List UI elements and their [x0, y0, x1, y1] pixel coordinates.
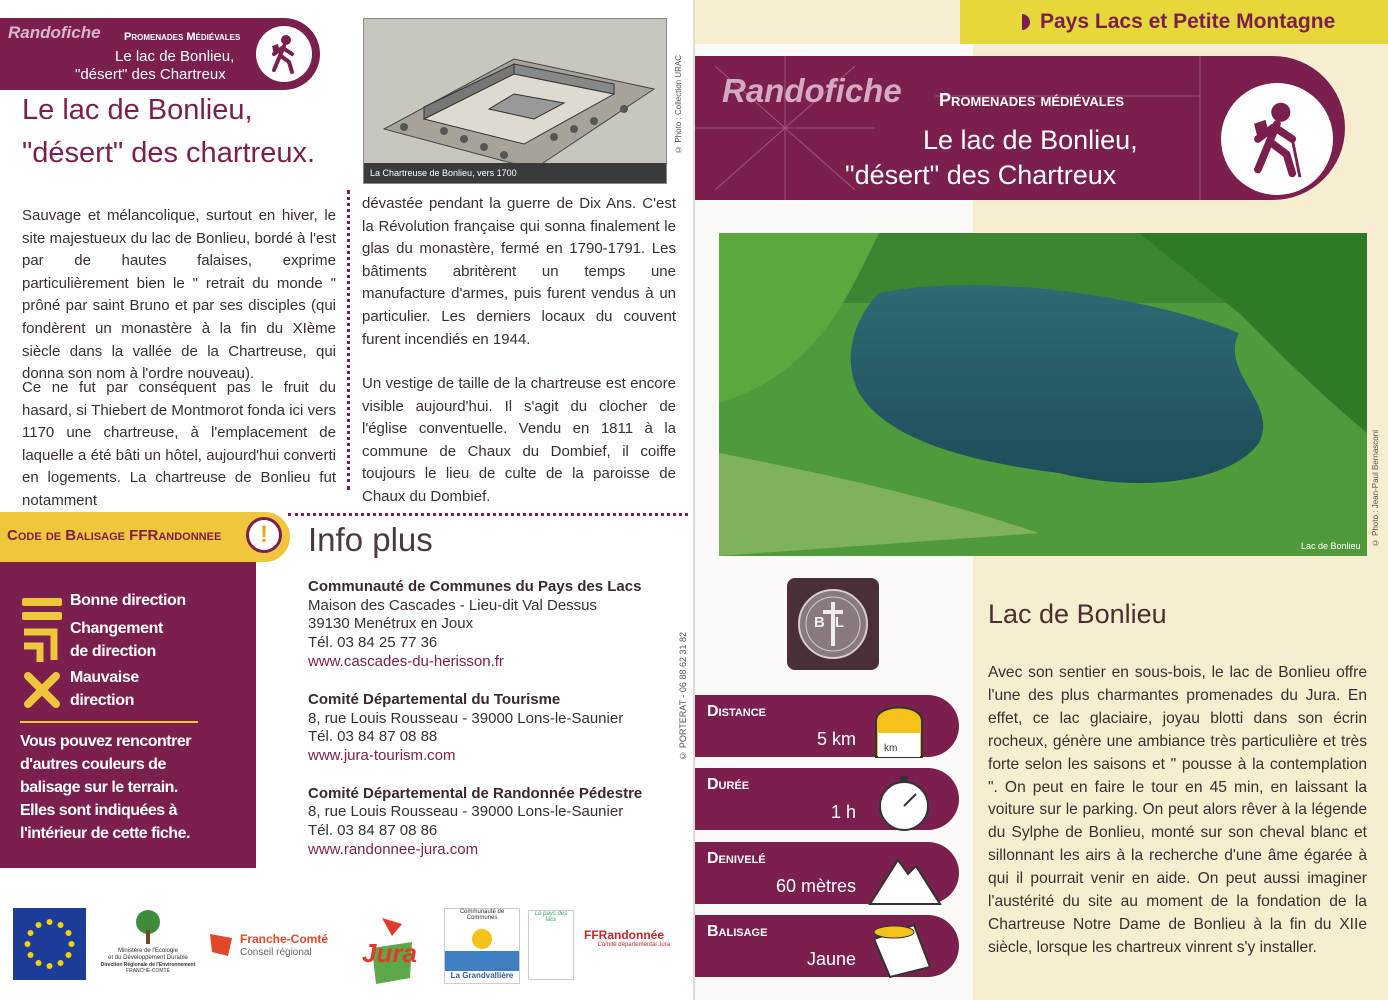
lake-photo-caption: Lac de Bonlieu	[1301, 541, 1361, 551]
balisage-label-wrong: Mauvaise	[70, 669, 139, 686]
balisage-note-line2: d'autres couleurs de	[20, 756, 166, 773]
mountain-icon	[864, 846, 944, 906]
stat-distance-value: 5 km	[816, 729, 856, 749]
svg-text:km: km	[884, 743, 898, 754]
fold-copyright: © PORTERAT - 06 88 62 31 82	[678, 632, 688, 761]
contact-1-line2: 39130 Menétrux en Joux	[308, 615, 474, 632]
balisage-note-line5: l'intérieur de cette fiche.	[20, 825, 190, 842]
header-title-line2: "désert" des Chartreux	[845, 160, 1117, 190]
stat-duree-value: 1 h	[830, 802, 856, 822]
mini-series-label: Promenades Médiévales	[124, 31, 241, 43]
contact-org-2: Comité Départemental du Tourisme	[308, 691, 561, 708]
stat-denivele-value: 60 mètres	[775, 876, 856, 896]
ffr-sub: Comité départemental Jura	[597, 942, 670, 948]
contact-2-line1: 8, rue Louis Rousseau - 39000 Lons-le-Saunier	[308, 710, 624, 727]
ministere-line3: Direction Régionale de l'Environnement	[100, 962, 196, 968]
mini-title-line1: Le lac de Bonlieu,	[115, 48, 235, 65]
lake-photo	[719, 233, 1367, 556]
ministere-line1: Ministère de l'Ecologie	[118, 948, 178, 954]
ffrandonnee-logo	[584, 928, 684, 968]
grandvalliere-name: La Grandvallière	[450, 971, 514, 980]
good-direction-mark-icon-2	[22, 612, 62, 620]
series-label: Promenades médiévales	[939, 90, 1125, 110]
eu-flag-logo	[13, 908, 86, 980]
balisage-label-good: Bonne direction	[70, 592, 186, 609]
ffr-name: FFRandonnée	[584, 928, 664, 942]
jura-logo	[342, 908, 434, 988]
history-paragraph-2: Ce ne fut par conséquent pas le fruit du hasard, si Thiebert de Montmorot fonda ici vers 1170 une chartreuse, à l'emplacement de laquelle a été bâti un hôtel, aujourd'hui converti en logements. La chartreuse de Bonlieu fut notamment	[22, 379, 336, 509]
fc-name: Franche-Comté	[240, 932, 329, 946]
stat-balisage-label: Balisage	[707, 923, 768, 940]
lake-photo-credit: © Photo : Jean-Paul Bernasconi	[1371, 430, 1380, 548]
pays-des-lacs-logo	[528, 910, 574, 980]
page-title-line1: Le lac de Bonlieu,	[22, 94, 253, 126]
mini-brand-logo: Randofiche	[8, 23, 101, 42]
history-paragraph-1: Sauvage et mélancolique, surtout en hiver, le site majestueux du lac de Bonlieu, bordé à l'est par de hautes falaises, exprime particulièrement bien le " retrait du monde " prôné par saint Bruno et par ses disciples (qui fondèrent un monastère à la fin du XIème siècle dans la vallée de la Chartreuse, qui donna son nom à l'ordre nouveau).	[22, 207, 336, 383]
chartreux-emblem	[787, 578, 879, 670]
hiker-icon	[256, 26, 312, 82]
stat-balisage-value: Jaune	[806, 949, 856, 969]
balisage-label-wrong-2: direction	[70, 692, 134, 709]
paint-pot-icon	[864, 919, 944, 979]
exclamation-icon: !	[246, 517, 282, 553]
stat-distance-label: Distance	[707, 703, 767, 720]
contact-org-1: Communauté de Communes du Pays des Lacs	[308, 578, 642, 595]
stat-denivele-label: Denivelé	[707, 850, 766, 867]
history-paragraph-3: dévastée pendant la guerre de Dix Ans. C'est la Révolution française qui sonna finalement le glas du monastère, fermé en 1790-1791. Les bâtiments abritèrent un temps une manufacture d'armes, puis furent vendus à un particulier. Les derniers locaux du couvent furent incendiés en 1944.	[362, 195, 676, 348]
ministere-line4: FRANCHE-COMTÉ	[126, 968, 170, 974]
change-direction-mark-icon	[20, 626, 64, 671]
stopwatch-icon	[864, 772, 944, 832]
good-direction-mark-icon	[22, 598, 62, 606]
balisage-label-change-2: de direction	[70, 643, 156, 660]
info-plus-title: Info plus	[308, 521, 433, 558]
contact-1-line1: Maison des Cascades - Lieu-dit Val Dessus	[308, 597, 598, 614]
balisage-label-change: Changement	[70, 620, 163, 637]
fc-sub: Conseil régional	[240, 947, 312, 958]
engraving-credit: © Photo : Collection URAC	[674, 55, 683, 154]
chartreuse-engraving-image	[363, 18, 667, 184]
balisage-note-line3: balisage sur le terrain.	[20, 779, 178, 796]
hiker-icon	[1221, 83, 1333, 195]
contact-1-line3: Tél. 03 84 25 77 36	[308, 634, 438, 651]
contact-3-line1: 8, rue Louis Rousseau - 39000 Lons-le-Saunier	[308, 803, 624, 820]
distance-marker-icon	[864, 699, 944, 759]
brand-logo: Randofiche	[722, 72, 902, 109]
contact-3-line2: Tél. 03 84 87 08 86	[308, 822, 438, 839]
grandvalliere-top: Communauté de Communes	[459, 909, 505, 921]
column-divider	[347, 190, 350, 490]
header-title-line1: Le lac de Bonlieu,	[923, 125, 1138, 155]
lake-description: Avec son sentier en sous-bois, le lac de Bonlieu offre l'une des plus charmantes promenades du Jura. En effet, ce lac glaciaire, joyau blotti dans son écrin rocheux, génère une ambiance très particulière et très forte selon les saisons et " pousse à la contemplation ". On peut en faire le tour en 45 min, en laissant la voiture sur le parking. On peut alors rêver à la légende du Sylphe de Bonlieu, monté sur son cheval blanc et sillonnant les airs à la recherche d'une âme égarée à qui il pourrait venir en aide. On peut aussi imaginer l'austérité du site au moment de la fondation de la Chartreuse Notre Dame de Bonlieu à la fin du XIIe siècle, lorsque les chartreux vinrent s'y installer.	[988, 664, 1367, 956]
ministere-line2: et du Développement Durable	[108, 955, 188, 961]
history-paragraph-4: Un vestige de taille de la chartreuse est encore visible aujourd'hui. Il s'agit du clocher de l'église conventuelle. Vendu en 1811 à la commune de Chaux du Dombief, il coiffe toujours le lieu de culte de la paroisse de Chaux du Dombief.	[362, 375, 676, 505]
franche-comte-logo	[206, 928, 336, 968]
contact-1-url-link[interactable]: www.cascades-du-herisson.fr	[308, 653, 504, 670]
balisage-note-line4: Elles sont indiquées à	[20, 802, 178, 819]
contact-2-line2: Tél. 03 84 87 08 88	[308, 728, 438, 745]
balisage-separator	[20, 721, 198, 723]
page-title-line2: "désert" des chartreux.	[22, 137, 316, 169]
jura-text: Jura	[362, 938, 417, 968]
emblem-letters: BL	[814, 614, 854, 631]
contact-2-url-link[interactable]: www.jura-tourism.com	[308, 747, 456, 764]
contact-3-url-link[interactable]: www.randonnee-jura.com	[308, 841, 479, 858]
balisage-note-line1: Vous pouvez rencontrer	[20, 733, 191, 750]
grandvalliere-logo	[444, 908, 520, 984]
ministere-logo	[100, 908, 196, 988]
section-divider	[288, 513, 688, 516]
lake-heading: Lac de Bonlieu	[988, 599, 1167, 629]
stat-duree-label: Durée	[707, 776, 750, 793]
engraving-caption: La Chartreuse de Bonlieu, vers 1700	[370, 168, 517, 178]
region-title: Pays Lacs et Petite Montagne	[1040, 10, 1336, 33]
mini-title-line2: "désert" des Chartreux	[75, 66, 226, 83]
wrong-direction-mark-icon	[22, 670, 62, 715]
balisage-code-title: Code de Balisage FFRandonnee	[7, 527, 222, 544]
contact-org-3: Comité Départemental de Randonnée Pédestre	[308, 785, 643, 802]
pays-des-lacs-text: Le pays des lacs	[534, 911, 568, 923]
